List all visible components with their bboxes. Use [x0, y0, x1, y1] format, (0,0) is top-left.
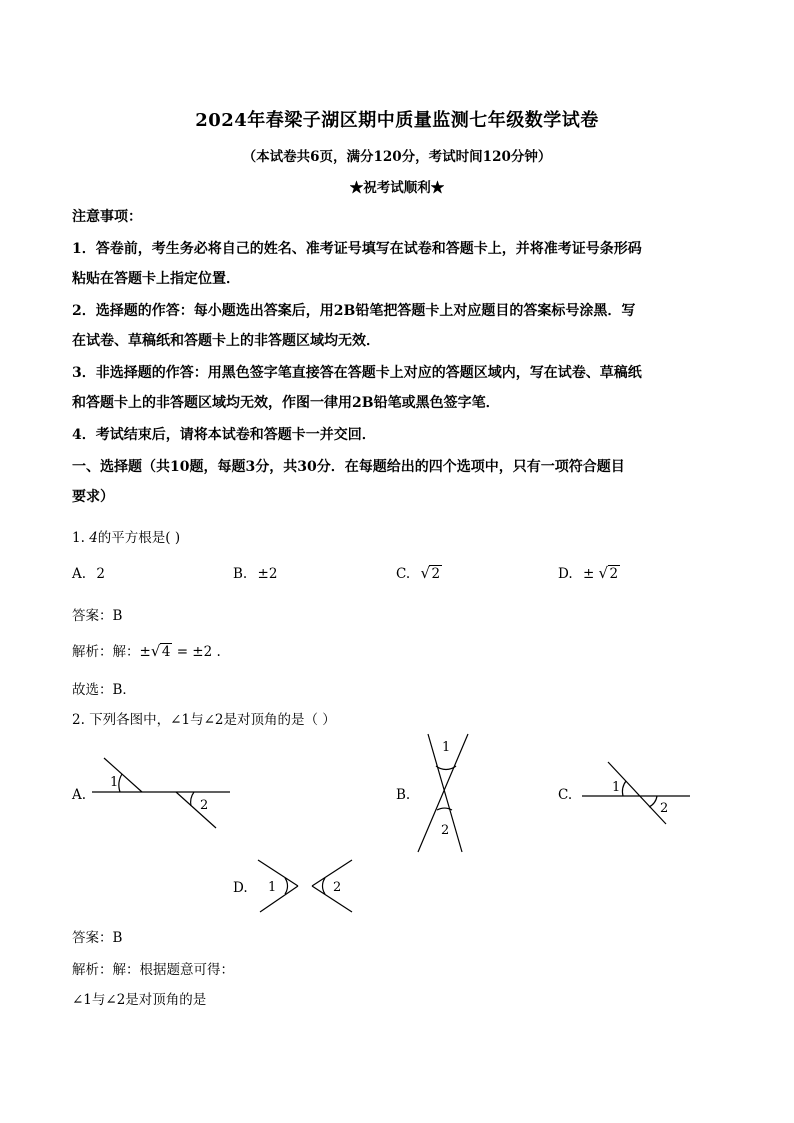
- q1-option-c-label: C.: [396, 566, 411, 582]
- q1-analysis-sqrt: [151, 644, 173, 660]
- notice-heading: 注意事项：: [72, 209, 142, 225]
- figure-a-angle1-label: 1: [110, 775, 119, 790]
- q1-conclusion: 故选：B．: [72, 682, 136, 698]
- q1-option-a-text: 2: [96, 566, 105, 582]
- exam-title: 2024年春梁子湖区期中质量监测七年级数学试卷: [195, 110, 599, 131]
- figure-c-angle2-label: 2: [660, 801, 669, 816]
- q2-answer: 答案：B: [72, 930, 123, 946]
- figure-d-left-lower-ray: [260, 886, 298, 912]
- figure-a-angle1-arc: [119, 774, 122, 792]
- figure-c-angle1-label: 1: [612, 780, 621, 795]
- notice-line-3: 2．选择题的作答：每小题选出答案后，用2B铅笔把答题卡上对应题目的答案标号涂黑．写: [72, 303, 636, 319]
- q2-stem: [72, 708, 336, 728]
- figure-d-angle1-label: 1: [268, 880, 277, 895]
- sqrt-sign-icon: √: [150, 642, 161, 660]
- figure-d-angle2-label: 2: [333, 880, 342, 895]
- notice-line-2: 粘贴在答题卡上指定位置．: [72, 271, 240, 287]
- q1-answer: 答案：B: [72, 608, 123, 624]
- q2-number: 2.: [72, 712, 85, 728]
- q1-stem-text: 的平方根是( ): [97, 530, 181, 546]
- figure-c-angle1-arc: [622, 781, 626, 796]
- figure-a-right-ray: [176, 792, 216, 828]
- exam-subtitle: （本试卷共6页，满分120分，考试时间120分钟）: [242, 149, 552, 165]
- good-luck-line: ★祝考试顺利★: [349, 180, 445, 196]
- sqrt-sign-icon: √: [598, 564, 609, 582]
- q1-option-b-label: B.: [233, 566, 248, 582]
- q1-option-d-sqrt: [599, 566, 621, 582]
- figure-d-angle1-arc: [285, 878, 288, 894]
- figure-c-angle2-arc: [649, 796, 657, 807]
- q2-stem-text: 下列各图中，∠1与∠2是对顶角的是（ ）: [89, 712, 336, 728]
- q2-figure-a-label: A.: [72, 787, 87, 803]
- section-heading-line-2: 要求）: [72, 489, 114, 505]
- q1-option-d-label: D.: [558, 566, 573, 582]
- figure-a-angle2-label: 2: [200, 798, 209, 813]
- notice-line-7: 4．考试结束后，请将本试卷和答题卡一并交回．: [72, 427, 376, 443]
- notice-line-6: 和答题卡上的非答题区域均无效，作图一律用2B铅笔或黑色签字笔．: [72, 395, 500, 411]
- sqrt-sign-icon: √: [420, 564, 430, 582]
- q2-figure-b-label: B.: [396, 787, 411, 803]
- q1-analysis-radicand: 4: [161, 644, 171, 660]
- figure-d-right-upper-ray: [312, 860, 352, 886]
- q1-option-b-text: ±2: [257, 566, 278, 582]
- q1-analysis-rest: = ±2 .: [176, 644, 221, 660]
- q1-option-d-radicand: 2: [609, 566, 619, 582]
- figure-b-angle2-label: 2: [441, 823, 450, 838]
- q2-conclusion: ∠1与∠2是对顶角的是: [72, 992, 207, 1008]
- q1-option-c[interactable]: [396, 566, 442, 582]
- section-heading-line-1: 一、选择题（共10题，每题3分，共30分．在每题给出的四个选项中，只有一项符合题目: [72, 459, 625, 475]
- figure-d-right-lower-ray: [312, 886, 352, 912]
- q2-analysis: 解析：解：根据题意可得：: [72, 962, 234, 978]
- notice-line-1: 1．答卷前，考生务必将自己的姓名、准考证号填写在试卷和答题卡上，并将准考证号条形码: [72, 241, 642, 257]
- q1-analysis-pm: ±: [139, 644, 151, 660]
- q2-figure-d[interactable]: [254, 856, 358, 916]
- q1-option-d-pm: ±: [582, 566, 595, 582]
- figure-d-angle2-arc: [322, 878, 325, 894]
- figure-d-left-upper-ray: [258, 860, 298, 886]
- q1-option-b[interactable]: [233, 566, 277, 582]
- notice-line-4: 在试卷、草稿纸和答题卡上的非答题区域均无效．: [72, 333, 380, 349]
- q2-figure-c-label: C.: [558, 787, 573, 803]
- q2-figure-c[interactable]: [578, 756, 694, 828]
- figure-a-angle2-arc: [191, 792, 194, 806]
- notice-line-5: 3．非选择题的作答：用黑色签字笔直接答在答题卡上对应的答题区域内，写在试卷、草稿纸: [72, 365, 642, 381]
- q1-option-c-sqrt: [420, 566, 442, 582]
- q1-option-a-label: A.: [72, 566, 87, 582]
- figure-b-angle1-label: 1: [442, 740, 451, 755]
- q1-number-symbol: 4: [89, 530, 98, 546]
- q1-stem: [72, 526, 180, 546]
- q1-option-a[interactable]: [72, 566, 105, 582]
- q2-figure-a[interactable]: [88, 752, 238, 834]
- q2-figure-d-label: D.: [233, 880, 248, 896]
- q1-analysis-prefix: 解析：解：: [72, 644, 140, 660]
- q1-option-d[interactable]: [558, 566, 620, 582]
- q1-option-c-radicand: 2: [431, 566, 441, 582]
- q2-figure-b[interactable]: [412, 730, 472, 856]
- q1-analysis: [72, 640, 221, 660]
- q1-number: 1.: [72, 530, 85, 546]
